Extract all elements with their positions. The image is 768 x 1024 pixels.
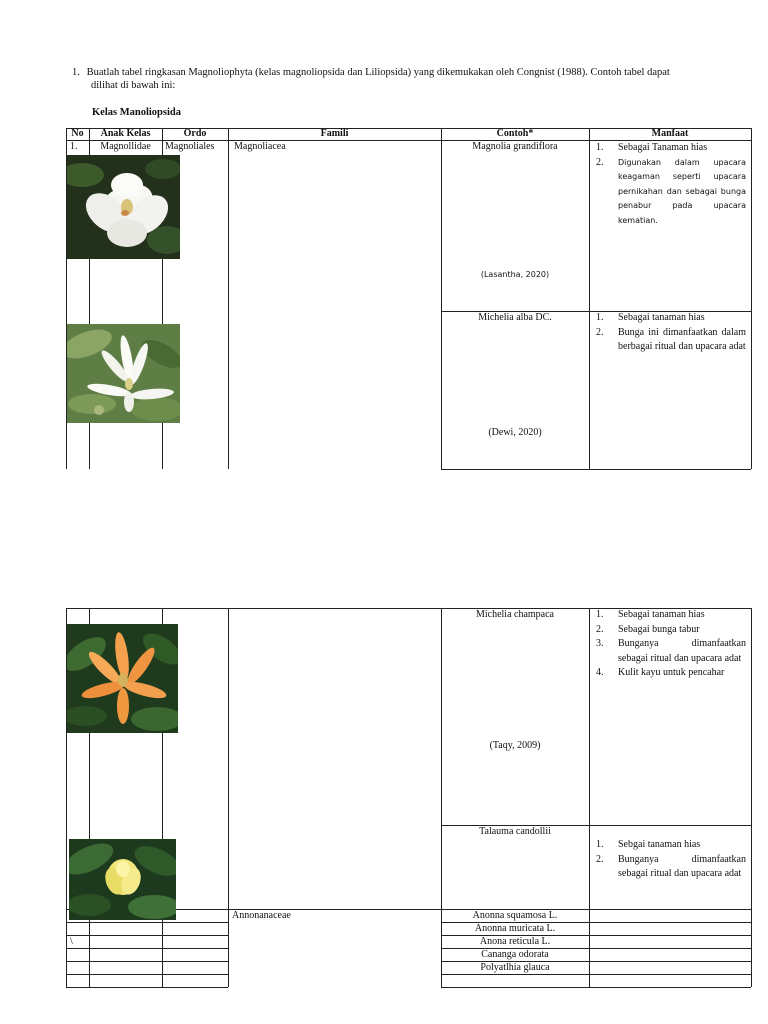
example-name: Cananga odorata xyxy=(481,949,549,960)
benefit-list xyxy=(596,141,746,228)
instruction-line-1: Buatlah tabel ringkasan Magnoliophyta (kelas magnoliopsida dan Liliopsida) yang dikemukakan oleh Congnist (1988). Contoh tabel dapat xyxy=(86,67,670,78)
instruction-line-2: dilihat di bawah ini: xyxy=(91,80,176,91)
header-order: Ordo xyxy=(183,128,207,139)
row-divider-left xyxy=(66,961,228,962)
section-title: Kelas Manoliopsida xyxy=(92,107,181,118)
order-name: Magnoliales xyxy=(165,141,215,152)
stray-mark: \ xyxy=(70,936,73,947)
header-subclass: Anak Kelas xyxy=(100,128,151,139)
benefit-list xyxy=(596,608,746,681)
row-divider-left xyxy=(66,948,228,949)
instruction-paragraph xyxy=(72,66,732,92)
col-border-family xyxy=(228,128,229,469)
family-name: Annonanaceae xyxy=(232,910,291,921)
table-bottom-left xyxy=(66,987,228,988)
benefit-item: 2. Bunga ini dimanfaatkan dalam berbagai ritual dan upacara adat xyxy=(596,326,746,353)
example-name: Anona reticula L. xyxy=(479,936,551,947)
col-border-example xyxy=(441,128,442,469)
benefit-item: 1. Sebgai tanaman hias xyxy=(596,839,701,850)
table-bottom-border xyxy=(441,469,751,470)
row-divider-left xyxy=(66,922,228,923)
benefit-item: 3. Bunganya dimanfaatkan sebagai ritual dan upacara adat xyxy=(596,638,746,664)
row-divider-left xyxy=(66,935,228,936)
benefit-list xyxy=(596,838,746,882)
header-example: Contoh* xyxy=(496,128,534,139)
row-number: 1. xyxy=(70,141,78,152)
example-citation: (Lasantha, 2020) xyxy=(480,270,550,279)
example-citation: (Taqy, 2009) xyxy=(489,740,541,751)
col-border-benefit xyxy=(589,128,590,469)
benefit-item: 1. Sebagai Tanaman hias xyxy=(596,142,708,153)
benefit-item: 2. Bunganya dimanfaatkan sebagai ritual dan upacara adat xyxy=(596,853,746,880)
table-bottom-right xyxy=(441,987,751,988)
example-citation: (Dewi, 2020) xyxy=(488,427,542,438)
example-name: Anonna squamosa L. xyxy=(472,910,558,921)
example-name: Anonna muricata L. xyxy=(474,923,556,934)
talauma-candollii-photo xyxy=(69,839,176,920)
col-border-right xyxy=(751,608,752,987)
family-name: Magnoliacea xyxy=(234,141,286,152)
example-name: Michelia champaca xyxy=(475,609,554,620)
magnolia-grandiflora-photo xyxy=(67,155,180,259)
row-divider-left xyxy=(66,974,228,975)
example-name: Talauma candollii xyxy=(479,826,551,837)
row-divider-right xyxy=(441,974,751,975)
header-family: Famili xyxy=(320,128,349,139)
example-name: Michelia alba DC. xyxy=(478,312,552,323)
subclass-name: Magnollidae xyxy=(100,141,151,152)
michelia-champaca-photo xyxy=(67,624,178,733)
benefit-item: 1. Sebagai tanaman hias xyxy=(596,312,705,323)
benefit-item: 4. Kulit kayu untuk pencahar xyxy=(596,667,725,679)
michelia-alba-photo xyxy=(67,324,180,423)
col-border-family xyxy=(228,608,229,987)
example-name: Magnolia grandiflora xyxy=(472,141,558,152)
benefit-list xyxy=(596,311,746,355)
header-benefit: Manfaat xyxy=(651,128,689,139)
benefit-item: 2. Digunakan dalam upacara keagaman seperti upacara pernikahan dan sebagai bunga penabur pada upacara kematian. xyxy=(596,156,746,225)
benefit-item: 2. Sebagai bunga tabur xyxy=(596,623,700,635)
col-border-right xyxy=(751,128,752,469)
header-no: No xyxy=(71,128,84,139)
col-border-benefit xyxy=(589,608,590,987)
benefit-item: 1. Sebagai tanaman hias xyxy=(596,609,705,620)
example-name: Polyatlhia glauca xyxy=(480,962,550,973)
instruction-number: 1. xyxy=(72,67,80,78)
